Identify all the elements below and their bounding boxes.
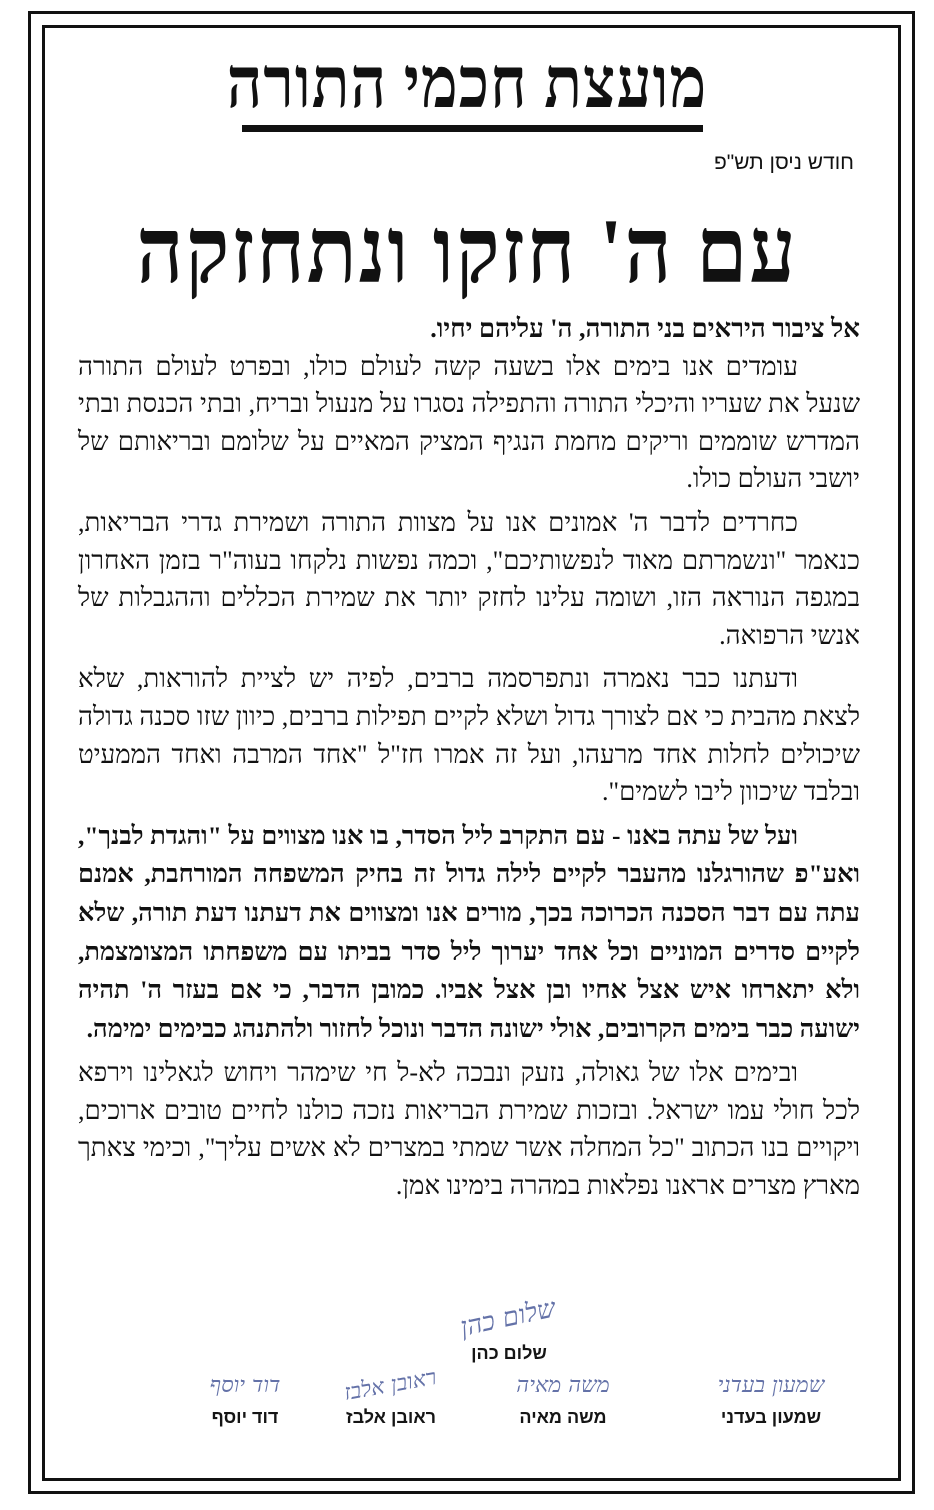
signatory-name: שמעון בעדני bbox=[720, 1407, 822, 1427]
handwritten-signature: דוד יוסף bbox=[209, 1373, 281, 1398]
paragraph-2: כחרדים לדבר ה' אמונים אנו על מצוות התורה ושמירת גדרי הבריאות, כנאמר "ונשמרתם מאוד לנפשותיכם", וכמה נפשות נלקחו בעוה"ר בזמן האחרון במגפה הנוראה הזו, ושומה עלינו לחזק יותר את שמירת הכללים וההגבלות של אנשי הרפואה. bbox=[78, 507, 860, 650]
paragraph-3: ודעתנו כבר נאמרה ונתפרסמה ברבים, לפיה יש לציית להוראות, שלא לצאת מהבית כי אם לצורך גדול ושלא לקיים תפילות ברבים, כיוון שזו סכנה גדולה שיכולים לחלות אחד מרעהו, ועל זה אמרו חז"ל "אחד המרבה ואחד הממעיט ובלבד שיכוון ליבו לשמים". bbox=[78, 664, 860, 807]
handwritten-signature: שמעון בעדני bbox=[717, 1373, 825, 1398]
salutation: אל ציבור היראים בני התורה, ה' עליהם יחיו. bbox=[430, 314, 860, 343]
masthead-underline bbox=[242, 125, 703, 132]
signatory-top bbox=[434, 1293, 584, 1364]
letter-body bbox=[78, 310, 860, 1205]
headline: עם ה' חזקו ונתחזקה bbox=[136, 200, 798, 303]
hebrew-date: חודש ניסן תש"פ bbox=[713, 151, 854, 174]
signatory-4 bbox=[170, 1372, 320, 1428]
signatory-name: ראובן אלבז bbox=[346, 1407, 436, 1427]
handwritten-signature: ראובן אלבז bbox=[342, 1365, 439, 1406]
signatory-name: דוד יוסף bbox=[211, 1407, 279, 1427]
signatory-3 bbox=[316, 1365, 466, 1428]
handwritten-signature: משה מאיה bbox=[516, 1373, 610, 1398]
handwritten-signature: שלום כהן bbox=[457, 1293, 559, 1343]
paragraph-5: ובימים אלו של גאולה, נזעק ונבכה לא-ל חי שימהר ויחוש לגאלינו וירפא לכל חולי עמו ישראל. ובזכות שמירת הבריאות נזכה כולנו לחיים טובים ארוכים, ויקויים בנו הכתוב "כל המחלה אשר שמתי במצרים לא אשים עליך", וכימי צאתך מארץ מצרים אראנו נפלאות במהרה בימינו אמן. bbox=[78, 1058, 860, 1201]
signatures-block bbox=[42, 1290, 901, 1470]
masthead-title: מועצת חכמי התורה bbox=[226, 44, 708, 124]
signatory-name: שלום כהן bbox=[471, 1343, 547, 1363]
paragraph-1: עומדים אנו בימים אלו בשעה קשה לעולם כולו, ובפרט לעולם התורה שנעל את שעריו והיכלי התורה והתפילה נסגרו על מנעול ובריח, ובתי הכנסת ובתי המדרש שוממים וריקים מחמת הנגיף המציק המאיים על שלומם ובריאותם של יושבי העולם כולו. bbox=[78, 351, 860, 494]
signatory-1 bbox=[696, 1372, 846, 1428]
signatory-name: משה מאיה bbox=[519, 1407, 607, 1427]
signatory-2 bbox=[488, 1372, 638, 1428]
paragraph-4-seder-instructions: ועל של עתה באנו - עם התקרב ליל הסדר, בו אנו מצווים על "והגדת לבנך", ואע"פ שהורגלנו מהעבר לקיים לילה גדול זה בחיק המשפחה המורחבת, אמנם עתה עם דבר הסכנה הכרוכה בכך, מורים אנו ומצווים את דעתנו דעת תורה, שלא לקיים סדרים המוניים וכל אחד יערוך ליל סדר בביתו עם משפחתו המצומצמת, ולא יתארחו איש אצל אחיו ובן אצל אביו. כמובן הדבר, כי אם בעזר ה' תהיה ישועה כבר בימים הקרובים, אולי ישונה הדבר ונוכל לחזור ולהתנהג כבימים ימימה. bbox=[78, 820, 860, 1043]
